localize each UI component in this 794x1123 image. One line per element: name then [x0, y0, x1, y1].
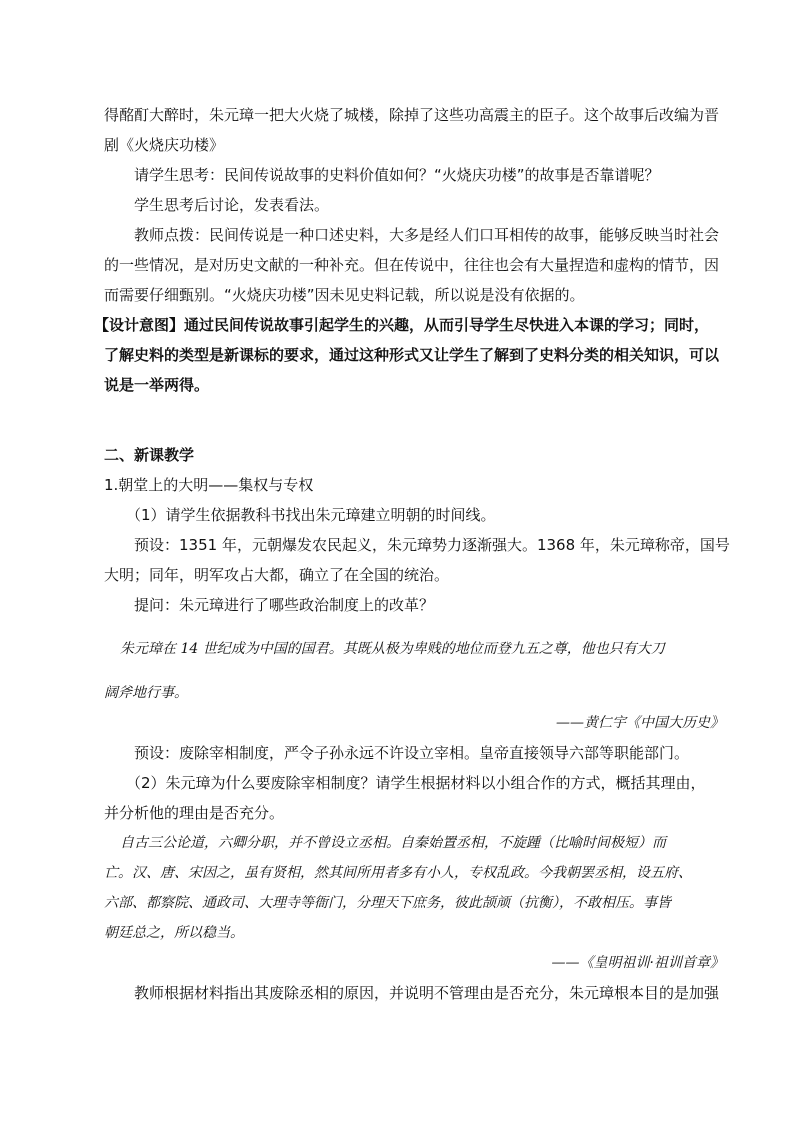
- question-1: （1）请学生依据教科书找出朱元璋建立明朝的时间线。: [126, 506, 496, 524]
- question-2-line1: （2）朱元璋为什么要废除宰相制度？请学生根据材料以小组合作的方式，概括其理由，: [126, 774, 706, 792]
- quote-2-source: ——《皇明祖训·祖训首章》: [551, 955, 724, 971]
- preset-1-line2: 大明；同年，明军攻占大都，确立了在全国的统治。: [104, 566, 450, 584]
- teacher-conclusion-line1: 教师根据材料指出其废除丞相的原因，并说明不管理由是否充分，朱元璋根本目的是加强: [134, 984, 720, 1002]
- paragraph-discussion: 学生思考后讨论，发表看法。: [134, 196, 330, 214]
- quote-2-line4: 朝廷总之，所以稳当。: [104, 925, 244, 941]
- paragraph-teacher-note-line3: 而需要仔细甄别。“火烧庆功楼”因未见史料记载，所以说是没有依据的。: [104, 286, 585, 304]
- quote-1-source: ——黄仁宇《中国大历史》: [556, 715, 724, 731]
- design-intent-text1: 通过民间传说故事引起学生的兴趣，从而引导学生尽快进入本课的学习；同时，: [184, 316, 710, 334]
- design-intent-line1: [94, 310, 744, 340]
- paragraph-think-prompt: 请学生思考：民间传说故事的史料价值如何？“火烧庆功楼”的故事是否靠谱呢？: [134, 166, 660, 184]
- quote-2-line3: 六部、都察院、通政司、大理寺等衙门，分理天下庶务，彼此颉颃（抗衡），不敢相压。事皆: [104, 895, 671, 911]
- section-heading: 二、新课教学: [104, 446, 195, 464]
- quote-1-line2: 阔斧地行事。: [104, 685, 188, 701]
- design-intent-line3: 说是一举两得。: [104, 376, 210, 394]
- design-intent-line2: 了解史料的类型是新课标的要求，通过这种形式又让学生了解到了史料分类的相关知识，可以: [104, 346, 720, 364]
- subsection-title: 1.朝堂上的大明——集权与专权: [104, 476, 314, 494]
- ask-reforms: 提问：朱元璋进行了哪些政治制度上的改革？: [134, 596, 435, 614]
- paragraph-story-line1: 得酩酊大醉时，朱元璋一把大火烧了城楼，除掉了这些功高震主的臣子。这个故事后改编为晋: [104, 106, 720, 124]
- quote-1-line1: 朱元璋在 14 世纪成为中国的国君。其既从极为卑贱的地位而登九五之尊，他也只有大刀: [120, 641, 665, 657]
- document-body: [94, 100, 744, 1008]
- quote-2-line1: 自古三公论道，六卿分职，并不曾设立丞相。自秦始置丞相，不旋踵（比喻时间极短）而: [120, 835, 666, 851]
- question-2-line2: 并分析他的理由是否充分。: [104, 804, 285, 822]
- paragraph-teacher-note-line2: 的一些情况，是对历史文献的一种补充。但在传说中，往往也会有大量捏造和虚构的情节，因: [104, 256, 720, 274]
- paragraph-teacher-note-line1: 教师点拨：民间传说是一种口述史料，大多是经人们口耳相传的故事，能够反映当时社会: [134, 226, 720, 244]
- design-intent-label: 【设计意图】: [94, 316, 185, 334]
- paragraph-story-line2: 剧《火烧庆功楼》: [104, 136, 225, 154]
- preset-1-line1: 预设：1351 年，元朝爆发农民起义，朱元璋势力逐渐强大。1368 年，朱元璋称帝，国号: [134, 536, 730, 554]
- quote-2-line2: 亡。汉、唐、宋因之，虽有贤相，然其间所用者多有小人，专权乱政。今我朝罢丞相，设五府、: [104, 865, 692, 881]
- preset-2: 预设：废除宰相制度，严令子孙永远不许设立宰相。皇帝直接领导六部等职能部门。: [134, 744, 690, 762]
